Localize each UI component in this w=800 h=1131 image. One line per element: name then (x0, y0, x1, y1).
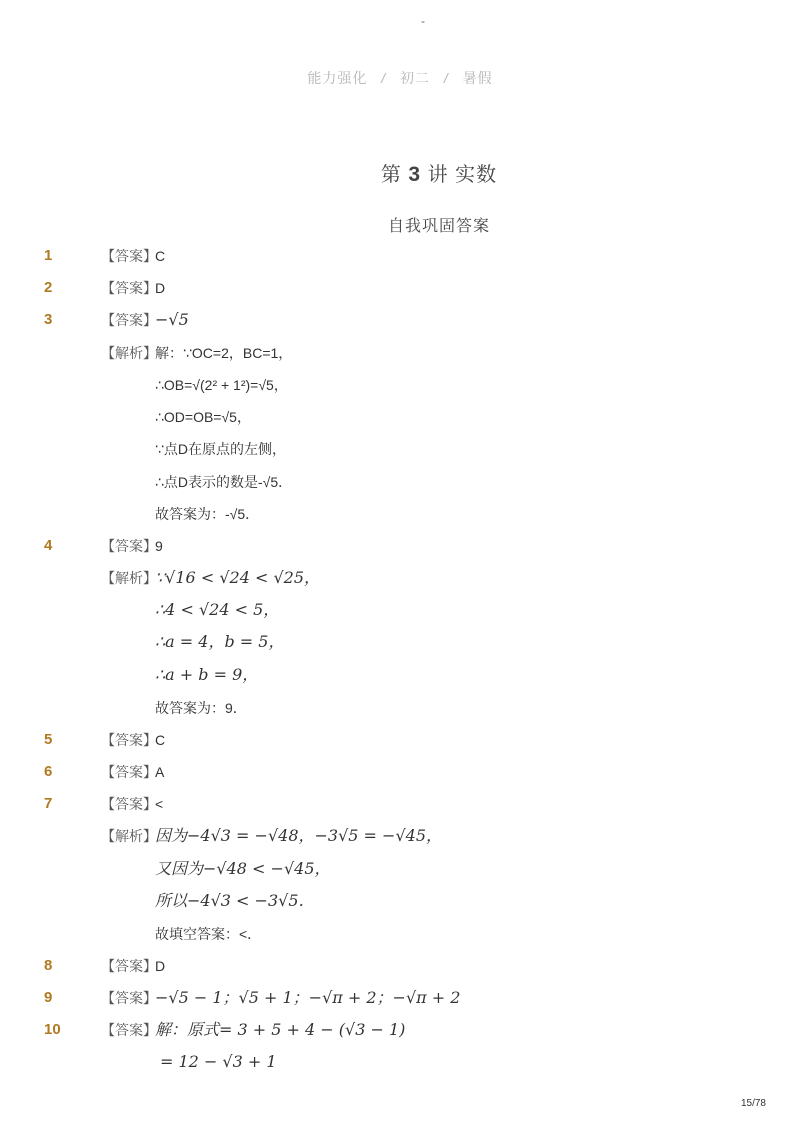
answer-tag: 【答案】 (101, 958, 157, 974)
question-number: 8 (44, 957, 53, 974)
page-number: 15/78 (740, 1098, 766, 1109)
answer-tag: 【答案】 (101, 538, 157, 554)
answer-text: D (155, 958, 166, 974)
analysis-text: ∵点D在原点的左侧， (155, 441, 287, 457)
question-number: 10 (44, 1021, 61, 1038)
analysis-text: 解：∵OC=2，BC=1， (155, 345, 293, 361)
header-part-2: 初二 (400, 70, 430, 86)
answer-tag: 【答案】 (101, 312, 157, 328)
header-part-1: 能力强化 (307, 70, 368, 86)
question-number: 7 (44, 795, 53, 812)
answer-text: −√5 − 1；√5 + 1；−√π + 2；−√π + 2 (155, 988, 461, 1007)
analysis-tag: 【解析】 (101, 570, 157, 586)
analysis-text: ∴4 < √24 < 5， (155, 600, 280, 619)
answer-tag: 【答案】 (101, 990, 157, 1006)
answer-text: −√5 (155, 310, 189, 329)
question-number: 6 (44, 763, 53, 780)
answer-text: C (155, 732, 166, 748)
analysis-text: 故填空答案：<． (155, 926, 262, 942)
answer-text: A (155, 764, 165, 780)
question-number: 4 (44, 537, 53, 554)
title-number: 3 (408, 163, 422, 186)
page-title (0, 158, 800, 187)
page-subtitle: 自我巩固答案 (387, 218, 490, 235)
analysis-text: ∵√16 < √24 < √25， (155, 568, 321, 587)
top-mark: - (421, 14, 425, 28)
analysis-text: 故答案为：-√5． (155, 506, 260, 522)
question-number: 2 (44, 279, 53, 296)
question-number: 9 (44, 989, 53, 1006)
analysis-text: ∴点D表示的数是-√5． (155, 474, 293, 490)
page-header (0, 68, 800, 88)
question-number: 1 (44, 247, 53, 264)
analysis-text: 因为−4√3 = −√48，−3√5 = −√45， (155, 826, 443, 845)
answer-tag: 【答案】 (101, 796, 157, 812)
answer-text: 9 (155, 538, 163, 554)
answer-text: < (155, 796, 164, 812)
answer-tag: 【答案】 (101, 732, 157, 748)
answer-tag: 【答案】 (101, 764, 157, 780)
analysis-text: 故答案为：9． (155, 700, 247, 716)
answer-tag: 【答案】 (101, 280, 157, 296)
answer-text: C (155, 248, 166, 264)
analysis-text: ∴OD=OB=√5， (155, 409, 251, 425)
analysis-text: 所以−4√3 < −3√5． (155, 891, 315, 910)
answer-tag: 【答案】 (101, 248, 157, 264)
header-separator: / (381, 70, 387, 86)
title-prefix: 第 (380, 164, 402, 186)
answer-continuation: = 12 − √3 + 1 (160, 1052, 277, 1071)
analysis-text: 又因为−√48 < −√45， (155, 859, 331, 878)
answer-text: 解：原式= 3 + 5 + 4 − (√3 − 1) (155, 1020, 406, 1039)
header-separator: / (443, 70, 449, 86)
analysis-text: ∴a + b = 9， (155, 665, 259, 684)
question-number: 5 (44, 731, 53, 748)
header-part-3: 暑假 (462, 70, 493, 86)
analysis-text: ∴a = 4，b = 5， (155, 632, 285, 651)
analysis-tag: 【解析】 (101, 828, 157, 844)
answer-tag: 【答案】 (101, 1022, 157, 1038)
question-number: 3 (44, 311, 53, 328)
analysis-text: ∴OB=√(2² + 1²)=√5， (155, 377, 288, 393)
analysis-tag: 【解析】 (101, 345, 157, 361)
title-suffix: 讲 实数 (427, 164, 498, 186)
answer-text: D (155, 280, 166, 296)
